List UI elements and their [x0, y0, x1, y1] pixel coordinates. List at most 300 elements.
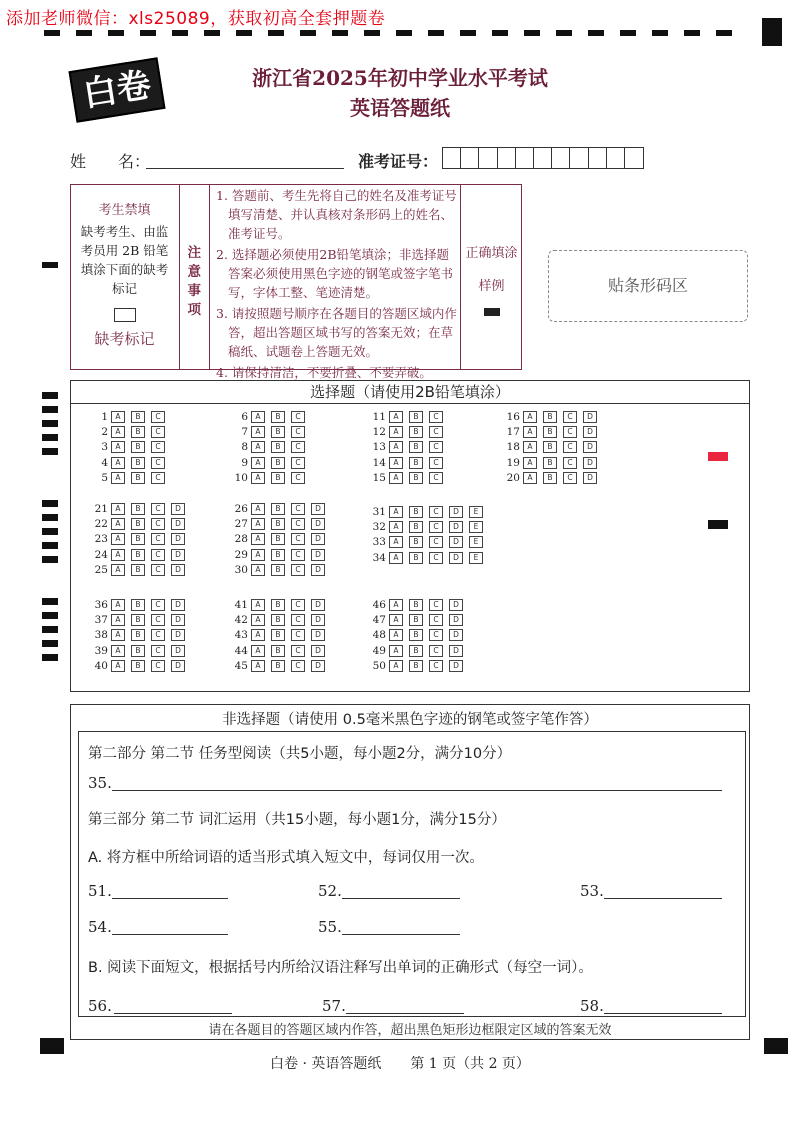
option-bubble-a[interactable]: A — [111, 441, 125, 453]
option-bubble-d[interactable]: D — [449, 614, 463, 626]
option-bubble-c[interactable]: C — [563, 426, 577, 438]
option-bubble-b[interactable]: B — [409, 411, 423, 423]
option-bubble-a[interactable]: A — [389, 426, 403, 438]
option-bubble-d[interactable]: D — [583, 411, 597, 423]
choice-question-row — [232, 644, 331, 658]
option-bubble-d[interactable]: D — [449, 506, 463, 518]
option-bubble-c[interactable]: C — [429, 552, 443, 564]
answer-line-53[interactable] — [604, 882, 722, 899]
option-bubble-b[interactable]: B — [409, 645, 423, 657]
corner-mark-bottom-left — [40, 1038, 64, 1054]
option-bubble-d[interactable]: D — [311, 629, 325, 641]
option-bubble-d[interactable]: D — [583, 457, 597, 469]
question-number: 57. — [322, 997, 346, 1015]
option-bubble-a[interactable]: A — [389, 660, 403, 672]
question-number: 52. — [318, 882, 342, 900]
option-bubble-b[interactable]: B — [131, 503, 145, 515]
option-bubble-b[interactable]: B — [543, 457, 557, 469]
option-bubble-b[interactable]: B — [131, 599, 145, 611]
option-bubble-b[interactable]: B — [131, 549, 145, 561]
choice-question-row — [370, 535, 489, 549]
option-bubble-d[interactable]: D — [171, 533, 185, 545]
option-bubble-c[interactable]: C — [291, 614, 305, 626]
option-bubble-a[interactable]: A — [111, 564, 125, 576]
timing-mark — [588, 30, 604, 36]
option-bubble-d[interactable]: D — [311, 614, 325, 626]
timing-mark — [524, 30, 540, 36]
option-bubble-b[interactable]: B — [131, 645, 145, 657]
option-bubble-a[interactable]: A — [389, 506, 403, 518]
answer-line-57[interactable] — [346, 997, 464, 1014]
timing-mark — [236, 30, 252, 36]
option-bubble-c[interactable]: C — [151, 411, 165, 423]
option-bubble-c[interactable]: C — [151, 457, 165, 469]
option-bubble-a[interactable]: A — [251, 426, 265, 438]
option-bubble-d[interactable]: D — [583, 472, 597, 484]
option-bubble-a[interactable]: A — [523, 426, 537, 438]
choice-question-row — [92, 517, 191, 531]
id-digit-box[interactable] — [606, 147, 626, 169]
option-bubble-a[interactable]: A — [111, 411, 125, 423]
option-bubble-b[interactable]: B — [271, 564, 285, 576]
option-bubble-a[interactable]: A — [251, 518, 265, 530]
choice-question-row — [92, 628, 191, 642]
option-bubble-b[interactable]: B — [543, 426, 557, 438]
option-bubble-a[interactable]: A — [389, 472, 403, 484]
option-bubble-b[interactable]: B — [543, 472, 557, 484]
option-bubble-d[interactable]: D — [449, 552, 463, 564]
option-bubble-d[interactable]: D — [171, 629, 185, 641]
id-digit-box[interactable] — [460, 147, 480, 169]
option-bubble-d[interactable]: D — [171, 503, 185, 515]
absent-label: 缺考标记 — [94, 330, 155, 348]
option-bubble-a[interactable]: A — [111, 533, 125, 545]
option-bubble-d[interactable]: D — [449, 521, 463, 533]
question-number: 20 — [506, 471, 520, 484]
option-bubble-b[interactable]: B — [271, 645, 285, 657]
name-field[interactable] — [146, 150, 344, 169]
option-bubble-d[interactable]: D — [583, 426, 597, 438]
corner-mark-bottom-right — [764, 1038, 788, 1054]
paper-type-badge: 白卷 — [68, 57, 165, 122]
footer-sheet-name: 白卷 · 英语答题纸 — [270, 1056, 382, 1072]
option-bubble-a[interactable]: A — [389, 536, 403, 548]
option-bubble-b[interactable]: B — [271, 457, 285, 469]
choice-question-row — [232, 517, 331, 531]
option-bubble-b[interactable]: B — [409, 536, 423, 548]
option-bubble-b[interactable]: B — [409, 472, 423, 484]
option-bubble-b[interactable]: B — [131, 518, 145, 530]
option-bubble-a[interactable]: A — [111, 549, 125, 561]
option-bubble-c[interactable]: C — [429, 536, 443, 548]
option-bubble-a[interactable]: A — [111, 645, 125, 657]
option-bubble-b[interactable]: B — [271, 503, 285, 515]
option-bubble-d[interactable]: D — [449, 660, 463, 672]
option-bubble-b[interactable]: B — [271, 614, 285, 626]
option-bubble-b[interactable]: B — [271, 518, 285, 530]
answer-line-54[interactable] — [112, 918, 228, 935]
timing-mark — [42, 654, 58, 661]
option-bubble-c[interactable]: C — [429, 599, 443, 611]
notice-item: 2. 选择题必须使用2B铅笔填涂；非选择题答案必须使用黑色字迹的钢笔或签字笔书写，字体工整、笔迹清楚。 — [216, 247, 454, 300]
option-bubble-b[interactable]: B — [409, 660, 423, 672]
option-bubble-a[interactable]: A — [251, 599, 265, 611]
option-bubble-a[interactable]: A — [251, 503, 265, 515]
timing-mark — [42, 406, 58, 413]
option-bubble-b[interactable]: B — [131, 457, 145, 469]
id-digit-box[interactable] — [478, 147, 498, 169]
option-bubble-d[interactable]: D — [171, 599, 185, 611]
option-bubble-d[interactable]: D — [171, 518, 185, 530]
option-bubble-b[interactable]: B — [409, 552, 423, 564]
option-bubble-c[interactable]: C — [291, 629, 305, 641]
timing-mark — [140, 30, 156, 36]
option-bubble-b[interactable]: B — [131, 614, 145, 626]
option-bubble-e[interactable]: E — [469, 521, 483, 533]
answer-line-55[interactable] — [342, 918, 460, 935]
option-bubble-e[interactable]: E — [469, 506, 483, 518]
id-digit-box[interactable] — [515, 147, 535, 169]
option-bubble-b[interactable]: B — [409, 521, 423, 533]
option-bubble-a[interactable]: A — [389, 552, 403, 564]
timing-mark — [684, 30, 700, 36]
option-bubble-b[interactable]: B — [271, 533, 285, 545]
sheet-subtitle: 英语答题纸 — [350, 96, 450, 120]
answer-line-56[interactable] — [114, 997, 232, 1014]
option-bubble-c[interactable]: C — [429, 506, 443, 518]
option-bubble-c[interactable]: C — [291, 472, 305, 484]
option-bubble-a[interactable]: A — [111, 599, 125, 611]
option-bubble-a[interactable]: A — [111, 426, 125, 438]
absent-checkbox[interactable] — [114, 308, 136, 322]
option-bubble-b[interactable]: B — [271, 411, 285, 423]
option-bubble-c[interactable]: C — [151, 441, 165, 453]
option-bubble-a[interactable]: A — [251, 472, 265, 484]
option-bubble-c[interactable]: C — [429, 411, 443, 423]
option-bubble-a[interactable]: A — [389, 614, 403, 626]
option-bubble-c[interactable]: C — [429, 660, 443, 672]
question-number: 12 — [372, 426, 386, 439]
exam-title: 浙江省2025年初中学业水平考试 — [252, 66, 548, 90]
question-number: 40 — [94, 659, 108, 672]
option-bubble-d[interactable]: D — [311, 549, 325, 561]
choice-question-row — [232, 548, 331, 562]
option-bubble-d[interactable]: D — [311, 599, 325, 611]
timing-mark — [76, 30, 92, 36]
option-bubble-c[interactable]: C — [563, 441, 577, 453]
timing-mark — [652, 30, 668, 36]
option-bubble-a[interactable]: A — [111, 629, 125, 641]
option-bubble-b[interactable]: B — [543, 411, 557, 423]
option-bubble-c[interactable]: C — [291, 660, 305, 672]
option-bubble-b[interactable]: B — [271, 599, 285, 611]
option-bubble-a[interactable]: A — [111, 457, 125, 469]
choice-question-row — [370, 471, 449, 485]
question-number: 16 — [506, 411, 520, 423]
id-digit-box[interactable] — [624, 147, 644, 169]
timing-mark — [42, 556, 58, 563]
notice-item: 4. 请保持清洁，不要折叠、不要弄破。 — [216, 365, 432, 380]
option-bubble-a[interactable]: A — [251, 411, 265, 423]
option-bubble-a[interactable]: A — [389, 411, 403, 423]
question-number: 23 — [94, 533, 108, 546]
question-number: 47 — [372, 614, 386, 627]
question-number: 14 — [372, 456, 386, 469]
option-bubble-a[interactable]: A — [523, 411, 537, 423]
option-bubble-d[interactable]: D — [311, 564, 325, 576]
option-bubble-c[interactable]: C — [563, 411, 577, 423]
option-bubble-c[interactable]: C — [291, 503, 305, 515]
option-bubble-b[interactable]: B — [409, 457, 423, 469]
option-bubble-b[interactable]: B — [131, 629, 145, 641]
option-bubble-c[interactable]: C — [151, 472, 165, 484]
timing-mark — [42, 542, 58, 549]
option-bubble-c[interactable]: C — [429, 645, 443, 657]
choice-question-row — [232, 659, 331, 673]
option-bubble-b[interactable]: B — [409, 614, 423, 626]
option-bubble-d[interactable]: D — [449, 536, 463, 548]
option-bubble-a[interactable]: A — [251, 549, 265, 561]
option-bubble-e[interactable]: E — [469, 552, 483, 564]
choice-question-row — [92, 456, 171, 470]
option-bubble-c[interactable]: C — [151, 503, 165, 515]
option-bubble-d[interactable]: D — [171, 660, 185, 672]
option-bubble-b[interactable]: B — [409, 599, 423, 611]
option-bubble-c[interactable]: C — [291, 533, 305, 545]
choice-question-row — [232, 628, 331, 642]
question-number: 5 — [101, 471, 108, 484]
option-bubble-c[interactable]: C — [291, 441, 305, 453]
option-bubble-a[interactable]: A — [523, 457, 537, 469]
option-bubble-c[interactable]: C — [151, 660, 165, 672]
question-number: 56. — [88, 997, 112, 1015]
option-bubble-d[interactable]: D — [311, 518, 325, 530]
option-bubble-c[interactable]: C — [291, 549, 305, 561]
option-bubble-c[interactable]: C — [429, 472, 443, 484]
choice-question-row — [370, 520, 489, 534]
option-bubble-c[interactable]: C — [291, 564, 305, 576]
option-bubble-a[interactable]: A — [251, 645, 265, 657]
choice-question-row — [92, 563, 191, 577]
option-bubble-b[interactable]: B — [271, 660, 285, 672]
id-digit-box[interactable] — [551, 147, 571, 169]
option-bubble-d[interactable]: D — [171, 564, 185, 576]
option-bubble-a[interactable]: A — [111, 660, 125, 672]
question-number: 1 — [101, 411, 108, 423]
question-number: 26 — [234, 503, 248, 515]
question-number: 35. — [88, 774, 112, 792]
option-bubble-b[interactable]: B — [271, 472, 285, 484]
question-number: 9 — [241, 456, 248, 469]
option-bubble-b[interactable]: B — [271, 549, 285, 561]
option-bubble-c[interactable]: C — [151, 629, 165, 641]
corner-mark-top-right — [762, 18, 782, 46]
option-bubble-d[interactable]: D — [311, 533, 325, 545]
timing-mark — [332, 30, 348, 36]
option-bubble-b[interactable]: B — [131, 533, 145, 545]
option-bubble-b[interactable]: B — [271, 441, 285, 453]
option-bubble-b[interactable]: B — [131, 564, 145, 576]
option-bubble-a[interactable]: A — [251, 457, 265, 469]
option-bubble-a[interactable]: A — [111, 503, 125, 515]
option-bubble-a[interactable]: A — [389, 599, 403, 611]
question-number: 15 — [372, 471, 386, 484]
option-bubble-c[interactable]: C — [291, 645, 305, 657]
option-bubble-c[interactable]: C — [429, 457, 443, 469]
choice-question-row — [92, 425, 171, 439]
option-bubble-b[interactable]: B — [409, 506, 423, 518]
option-bubble-c[interactable]: C — [563, 457, 577, 469]
option-bubble-b[interactable]: B — [131, 426, 145, 438]
timing-mark — [44, 30, 60, 36]
option-bubble-c[interactable]: C — [429, 426, 443, 438]
nonchoice-section-title: 非选择题（请使用 0.5毫米黑色字迹的钢笔或签字笔作答） — [222, 712, 598, 728]
question-number: 36 — [94, 599, 108, 611]
timing-mark — [42, 612, 58, 619]
barcode-area: 贴条形码区 — [548, 250, 748, 322]
page-footer — [0, 1053, 800, 1073]
option-bubble-d[interactable]: D — [171, 645, 185, 657]
choice-question-row — [232, 598, 331, 612]
option-bubble-a[interactable]: A — [111, 518, 125, 530]
option-bubble-c[interactable]: C — [429, 614, 443, 626]
option-bubble-b[interactable]: B — [543, 441, 557, 453]
question-number: 30 — [234, 563, 248, 576]
sample-column — [460, 184, 522, 370]
answer-line-52[interactable] — [342, 882, 460, 899]
choice-question-row — [92, 548, 191, 562]
option-bubble-a[interactable]: A — [251, 533, 265, 545]
option-bubble-a[interactable]: A — [251, 629, 265, 641]
option-bubble-b[interactable]: B — [131, 472, 145, 484]
timing-mark — [556, 30, 572, 36]
option-bubble-b[interactable]: B — [131, 660, 145, 672]
question-number: 21 — [94, 503, 108, 515]
question-number: 48 — [372, 629, 386, 642]
option-bubble-a[interactable]: A — [111, 614, 125, 626]
option-bubble-c[interactable]: C — [291, 426, 305, 438]
id-digit-box[interactable] — [442, 147, 462, 169]
part2-heading: 第二部分 第二节 任务型阅读（共5小题，每小题2分，满分10分） — [88, 746, 512, 762]
option-bubble-c[interactable]: C — [151, 518, 165, 530]
answer-area-note: 请在各题目的答题区域内作答，超出黑色矩形边框限定区域的答案无效 — [208, 1023, 612, 1038]
option-bubble-a[interactable]: A — [389, 441, 403, 453]
option-bubble-d[interactable]: D — [311, 660, 325, 672]
option-bubble-c[interactable]: C — [151, 645, 165, 657]
option-bubble-d[interactable]: D — [583, 441, 597, 453]
option-bubble-b[interactable]: B — [409, 426, 423, 438]
option-bubble-b[interactable]: B — [271, 426, 285, 438]
notice-item: 3. 请按照题号顺序在各题目的答题区域内作答，超出答题区域书写的答案无效；在草稿纸、试题卷上答题无效。 — [216, 306, 457, 359]
option-bubble-d[interactable]: D — [449, 645, 463, 657]
answer-line-35[interactable] — [112, 774, 722, 791]
option-bubble-c[interactable]: C — [291, 457, 305, 469]
option-bubble-a[interactable]: A — [389, 629, 403, 641]
timing-mark — [428, 30, 444, 36]
option-bubble-d[interactable]: D — [171, 614, 185, 626]
option-bubble-d[interactable]: D — [449, 629, 463, 641]
option-bubble-a[interactable]: A — [523, 472, 537, 484]
option-bubble-b[interactable]: B — [409, 629, 423, 641]
option-bubble-b[interactable]: B — [409, 441, 423, 453]
option-bubble-c[interactable]: C — [151, 533, 165, 545]
question-number: 27 — [234, 518, 248, 531]
option-bubble-a[interactable]: A — [389, 645, 403, 657]
choice-question-row — [370, 659, 469, 673]
timing-mark — [460, 30, 476, 36]
timing-mark — [716, 30, 732, 36]
option-bubble-b[interactable]: B — [131, 441, 145, 453]
id-digit-box[interactable] — [588, 147, 608, 169]
option-bubble-d[interactable]: D — [171, 549, 185, 561]
answer-line-51[interactable] — [112, 882, 228, 899]
option-bubble-c[interactable]: C — [429, 629, 443, 641]
question-number: 49 — [372, 644, 386, 657]
option-bubble-c[interactable]: C — [429, 521, 443, 533]
choice-question-row — [370, 410, 449, 424]
option-bubble-d[interactable]: D — [311, 503, 325, 515]
option-bubble-c[interactable]: C — [291, 518, 305, 530]
option-bubble-c[interactable]: C — [429, 441, 443, 453]
timing-mark — [42, 434, 58, 441]
option-bubble-d[interactable]: D — [311, 645, 325, 657]
answer-line-58[interactable] — [604, 997, 722, 1014]
id-digit-box[interactable] — [569, 147, 589, 169]
option-bubble-a[interactable]: A — [251, 441, 265, 453]
choice-question-row — [92, 410, 171, 424]
question-number: 32 — [372, 521, 386, 534]
option-bubble-c[interactable]: C — [151, 599, 165, 611]
question-number: 51. — [88, 882, 112, 900]
ban-text: 缺考考生、由监考员用 2B 铅笔填涂下面的缺考标记 — [80, 224, 169, 296]
choice-question-row — [232, 410, 311, 424]
sample-label-2: 样例 — [478, 279, 505, 294]
option-bubble-a[interactable]: A — [389, 457, 403, 469]
question-number: 13 — [372, 441, 386, 454]
option-bubble-c[interactable]: C — [563, 472, 577, 484]
option-bubble-d[interactable]: D — [449, 599, 463, 611]
id-digit-box[interactable] — [533, 147, 553, 169]
option-bubble-c[interactable]: C — [291, 599, 305, 611]
option-bubble-b[interactable]: B — [271, 629, 285, 641]
choice-question-row — [92, 440, 171, 454]
option-bubble-a[interactable]: A — [251, 660, 265, 672]
question-number: 41 — [234, 599, 248, 611]
option-bubble-a[interactable]: A — [523, 441, 537, 453]
question-number: 45 — [234, 659, 248, 672]
option-bubble-a[interactable]: A — [251, 564, 265, 576]
option-bubble-a[interactable]: A — [389, 521, 403, 533]
choice-question-row — [370, 440, 449, 454]
choice-question-row — [92, 502, 191, 516]
option-bubble-c[interactable]: C — [151, 549, 165, 561]
timing-mark — [620, 30, 636, 36]
option-bubble-e[interactable]: E — [469, 536, 483, 548]
choice-question-row — [370, 505, 489, 519]
option-bubble-c[interactable]: C — [151, 426, 165, 438]
timing-mark — [42, 514, 58, 521]
timing-mark — [268, 30, 284, 36]
option-bubble-c[interactable]: C — [151, 614, 165, 626]
option-bubble-c[interactable]: C — [291, 411, 305, 423]
id-digit-box[interactable] — [497, 147, 517, 169]
choice-question-row — [370, 613, 469, 627]
option-bubble-b[interactable]: B — [131, 411, 145, 423]
option-bubble-a[interactable]: A — [111, 472, 125, 484]
question-number: 39 — [94, 644, 108, 657]
option-bubble-c[interactable]: C — [151, 564, 165, 576]
option-bubble-a[interactable]: A — [251, 614, 265, 626]
